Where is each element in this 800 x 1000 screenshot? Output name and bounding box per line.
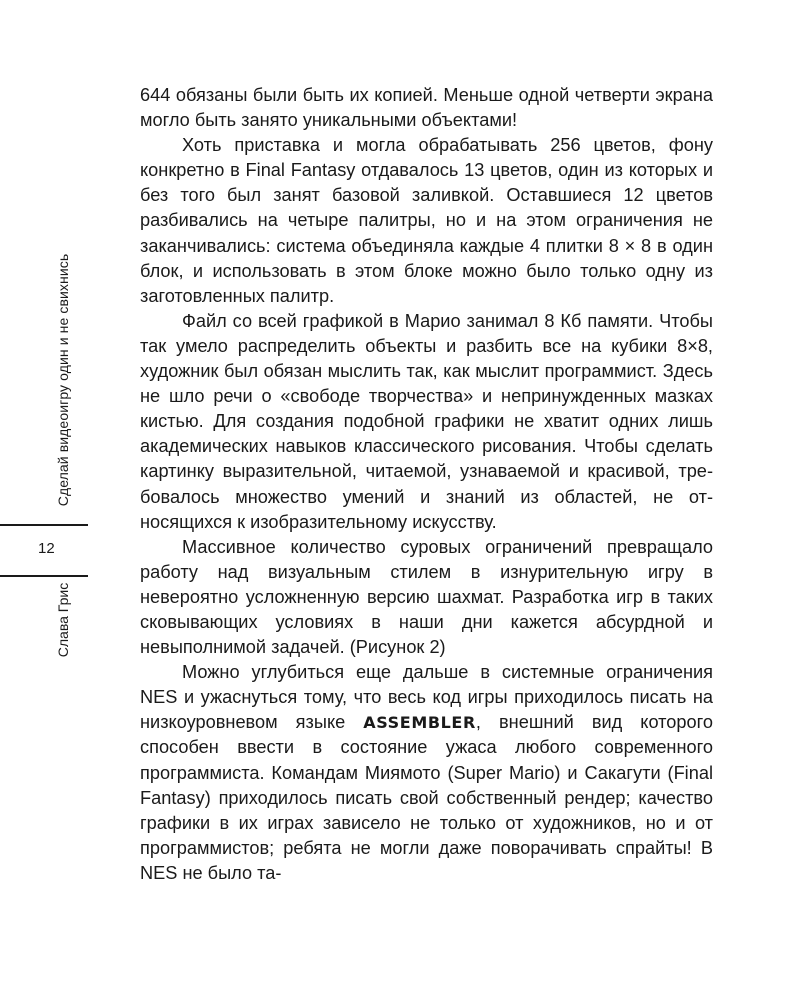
margin-divider-bottom xyxy=(0,575,88,577)
page-number: 12 xyxy=(38,540,55,557)
paragraph-1: 644 обязаны были быть их копией. Меньше одной четверти экрана могло быть занято уникальными объектами! xyxy=(140,85,713,131)
running-book-title: Сделай видеоигру один и не свихнись xyxy=(55,253,71,507)
assembler-term: ASSEMBLER xyxy=(363,713,476,733)
paragraph-3: Файл со всей графикой в Марио занимал 8 Кб памяти. Чтобы так умело распределить объекты и разбить все на кубики 8×8, художник был обязан мыслить так, как мыслит программист. Здесь не шло речи о «свободе творчества» и непринужденных мазках кистью. Для создания подобной графики не хватит одних лишь академических навыков классического рисования. Чтобы сделать картинку выразительной, читаемой, узнаваемой и красивой, требовалось множество умений и знаний из областей, не относящихся к изобразительному искусству. xyxy=(140,310,713,532)
margin-divider-top xyxy=(0,524,88,526)
body-text xyxy=(140,83,713,886)
paragraph-2: Хоть приставка и могла обрабатывать 256 цветов, фону конкретно в Final Fantasy отдавалось 13 цветов, один из которых и без того был занят базовой заливкой. Оставшиеся 12 цветов разбивались на четыре палитры, но и на этом ограничения не заканчивались: система объединяла каждые 4 плитки 8 × 8 в один блок, и использовать в этом блоке можно было только одну из заготовленных палитр. xyxy=(140,135,713,306)
running-author-name: Слава Грис xyxy=(55,582,71,658)
paragraph-4: Массивное количество суровых ограничений превращало работу над визуальным стилем в изнурительную игру в невероятно усложненную версию шахмат. Разработка игр в таких сковывающих условиях в наши дни кажется абсурдной и невыполнимой задачей. (Рисунок 2) xyxy=(140,536,713,658)
paragraph-5-text-start: Можно углубиться еще дальше в системные ограничения NES и ужаснуться тому, что весь код игры приходилось писать на низкоуровневом языке xyxy=(140,662,713,733)
paragraph-5 xyxy=(140,660,713,886)
paragraph-5-text-end: , внешний вид которого способен ввести в состояние ужаса любого современного программиста. Командам Миямото (Super Mario) и Сакагути (Final Fantasy) приходилось писать свой собственный рендер; качество графики в их играх зависело не только от художников, но и от программистов; ребята не могли даже поворачивать спрайты! В NES не было та- xyxy=(140,712,713,883)
